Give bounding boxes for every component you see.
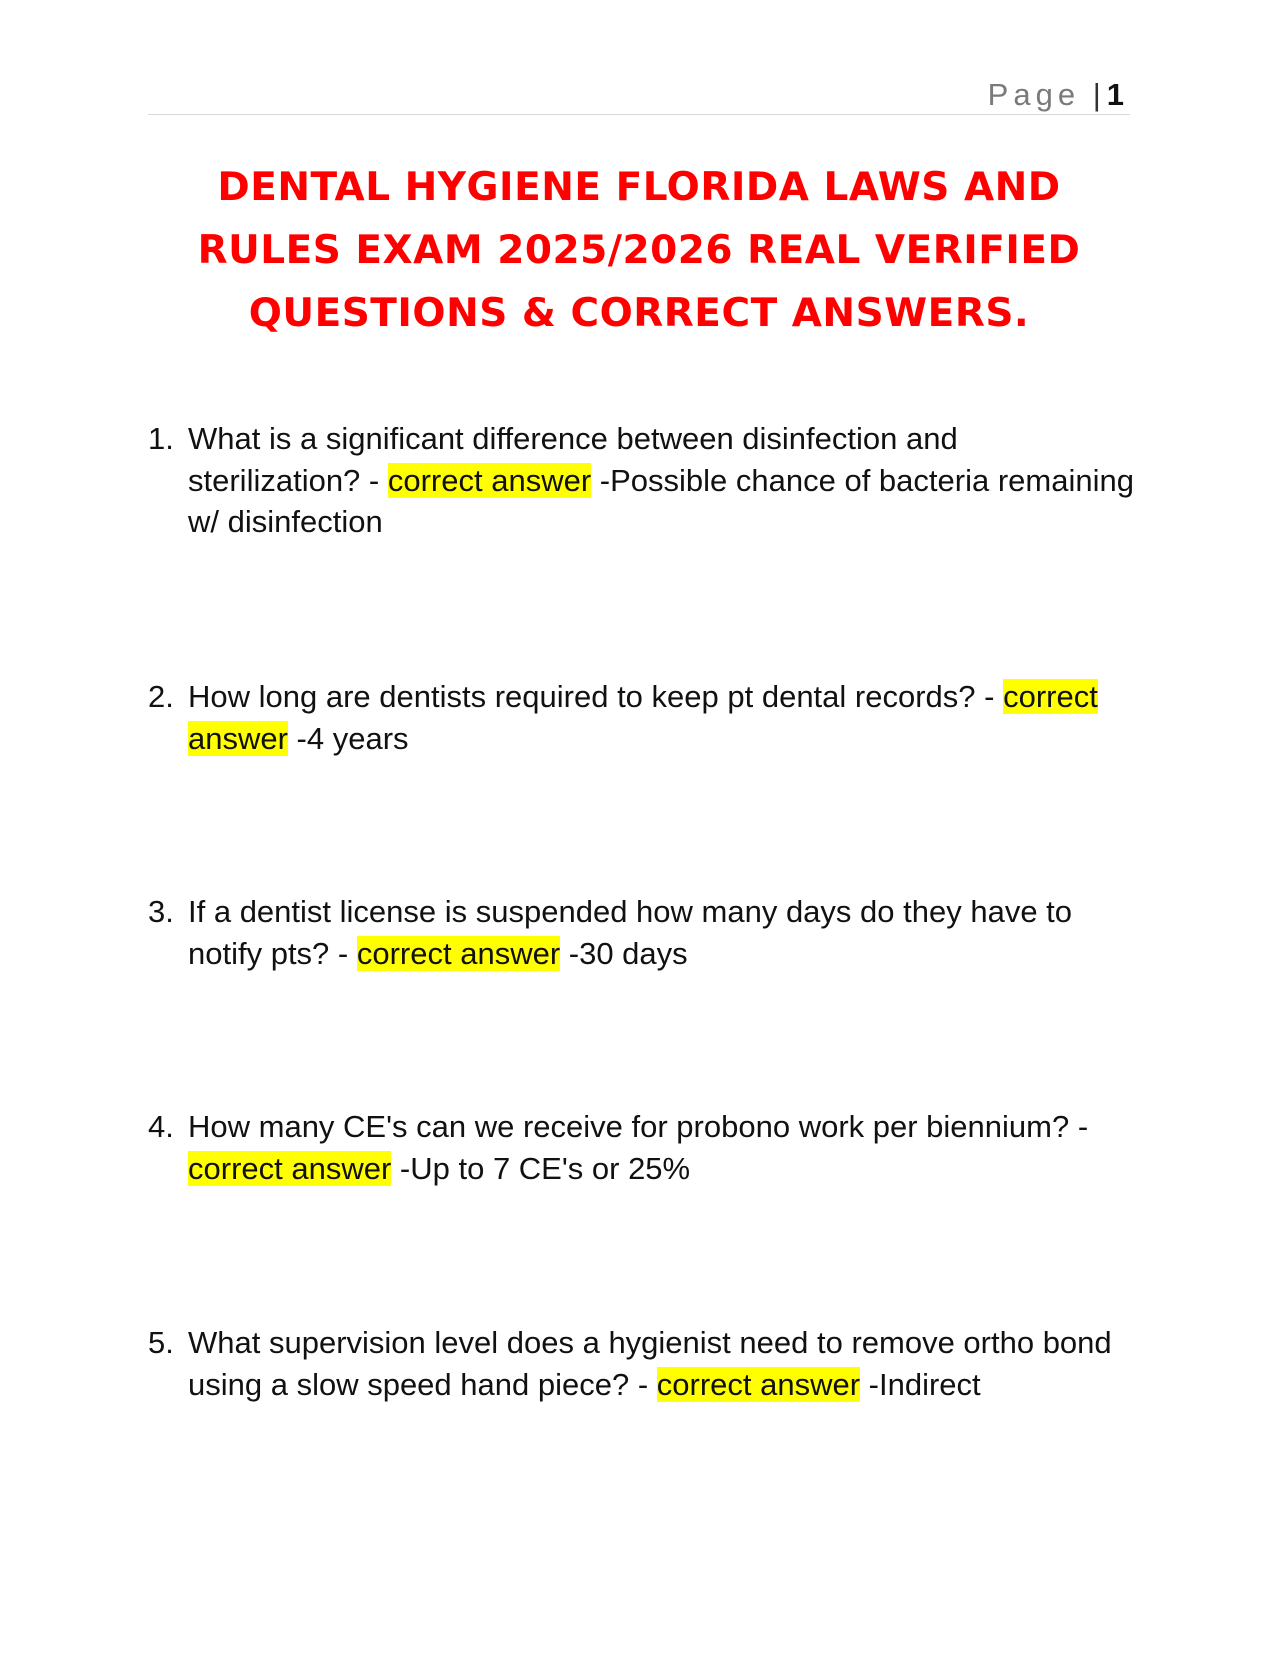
- answer-text: -Up to 7 CE's or 25%: [391, 1150, 691, 1186]
- page-header: [148, 70, 1130, 115]
- correct-answer-highlight: correct answer: [188, 1150, 392, 1186]
- answer-text: -Possible chance of bacteria remaining w/ disinfection: [188, 462, 1134, 539]
- correct-answer-highlight: correct answer: [387, 462, 592, 498]
- answer-text: -30 days: [560, 935, 688, 971]
- question-text-block: [188, 418, 1138, 543]
- question-text: How long are dentists required to keep pt dental records? -: [188, 679, 1004, 714]
- question-text: What supervision level does a hygienist need to remove ortho bond using a slow speed hand piece? -: [188, 1325, 1112, 1402]
- answer-text: -4 years: [287, 720, 409, 756]
- question-text-block: [188, 891, 1138, 974]
- question-text: If a dentist license is suspended how many days do they have to notify pts? -: [188, 894, 1073, 971]
- page-number: 1: [1106, 77, 1124, 112]
- question-text: What is a significant difference between disinfection and sterilization? -: [188, 421, 958, 498]
- page-separator: |: [1092, 77, 1101, 112]
- question-text: How many CE's can we receive for probono work per biennium? -: [188, 1109, 1089, 1144]
- question-item: [148, 1106, 1138, 1189]
- question-number: 3.: [148, 894, 174, 929]
- answer-text: -Indirect: [860, 1366, 981, 1402]
- question-text-block: [188, 1322, 1138, 1405]
- correct-answer-highlight: correct answer: [188, 679, 1098, 756]
- question-item: [148, 891, 1138, 974]
- question-item: [148, 676, 1138, 759]
- question-number: 1.: [148, 421, 174, 456]
- correct-answer-highlight: correct answer: [356, 935, 561, 971]
- question-number: 5.: [148, 1325, 174, 1360]
- question-number: 2.: [148, 679, 174, 714]
- page-number-label: [988, 78, 1124, 112]
- page-word: Page: [987, 77, 1081, 112]
- correct-answer-highlight: correct answer: [656, 1366, 861, 1402]
- question-item: [148, 418, 1138, 543]
- question-item: [148, 1322, 1138, 1405]
- question-text-block: [188, 1106, 1138, 1189]
- question-number: 4.: [148, 1109, 174, 1144]
- question-text-block: [188, 676, 1138, 759]
- document-title: DENTAL HYGIENE FLORIDA LAWS AND RULES EXAM 2025/2026 REAL VERIFIED QUESTIONS & CORRECT ANSWERS.: [197, 165, 1081, 336]
